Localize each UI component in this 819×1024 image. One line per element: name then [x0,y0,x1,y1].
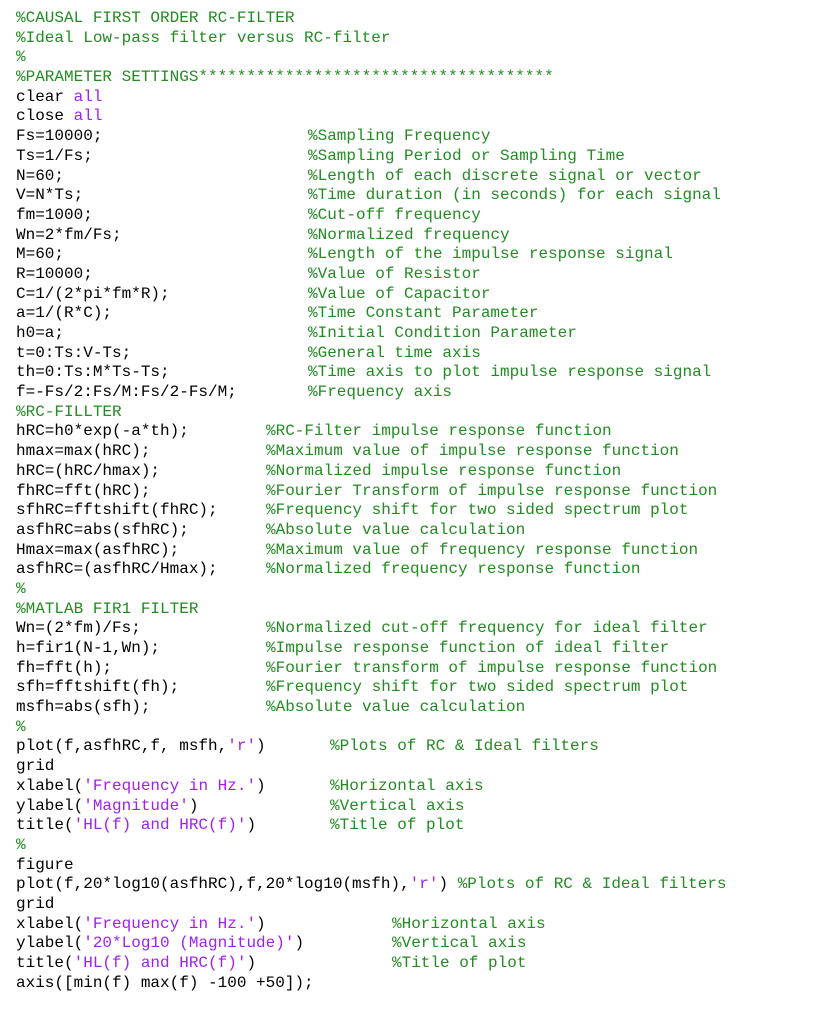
code-comment: %Title of plot [392,954,527,972]
code-string: 'r' [409,875,439,894]
code-line [16,974,816,994]
code-comment: %RC-FILLTER [16,402,122,421]
code-comment: %Length of each discrete signal or vector [308,166,702,185]
code-line [16,363,816,383]
code-text: ) [256,776,266,795]
code-text: sfh=fftshift(fh); [16,678,180,697]
code-text: Wn=(2*fm)/Fs; [16,619,141,638]
code-text: ) [256,737,266,756]
code-line [16,226,816,246]
code-line [16,541,816,561]
code-comment: %Horizontal axis [392,914,546,933]
code-text: clear [16,87,74,106]
code-comment: %Time duration (in seconds) for each signal [308,186,721,205]
code-comment: %Maximum value of impulse response function [266,442,679,461]
code-text: grid [16,757,55,776]
code-line [16,422,816,442]
code-text: ) [246,816,257,835]
code-comment: %Vertical axis [392,934,527,953]
code-line [16,383,816,403]
code-comment: %Absolute value calculation [266,698,526,717]
code-text: ) [438,875,458,894]
code-text: Ts=1/Fs; [16,146,93,165]
code-line [16,639,816,659]
code-line [16,501,816,521]
code-line [16,265,816,285]
code-line [16,304,816,324]
code-line [16,442,816,462]
code-text: h=fir1(N-1,Wn); [16,639,161,657]
code-comment: %Cut-off frequency [308,205,481,224]
code-line [16,285,816,305]
code-line [16,68,816,88]
code-line [16,560,816,580]
code-string: all [73,107,103,126]
code-line [16,127,816,147]
code-string: 'r' [227,737,257,756]
code-text: plot(f,20*log10(asfhRC),f,20*log10(msfh), [16,875,410,894]
code-text: sfhRC=fftshift(fhRC); [16,501,218,520]
code-text: ) [188,796,199,815]
code-comment: %Sampling Period or Sampling Time [308,146,625,165]
code-comment: %MATLAB FIR1 FILTER [16,599,199,618]
code-comment: %Ideal Low-pass filter versus RC-filter [16,28,391,47]
code-text: ) [294,934,305,953]
code-text: fhRC=fft(hRC); [16,481,151,500]
code-line [16,600,816,620]
code-line [16,797,816,817]
code-text: hRC=(hRC/hmax); [16,461,161,480]
code-text: M=60; [16,245,65,264]
code-text: Hmax=max(asfhRC); [16,540,180,559]
code-line [16,698,816,718]
code-text: close [16,107,74,126]
code-text: f=-Fs/2:Fs/M:Fs/2-Fs/M; [16,383,237,402]
code-text: a=1/(R*C); [16,304,113,323]
code-text: Wn=2*fm/Fs; [16,225,122,244]
code-line [16,403,816,423]
code-text: plot(f,asfhRC,f, msfh, [16,737,228,756]
code-text: ) [256,914,266,933]
code-text: fh=fft(h); [16,658,113,677]
code-line [16,619,816,639]
code-text: V=N*Ts; [16,186,84,205]
code-line [16,895,816,915]
code-comment: %Normalized impulse response function [266,461,622,480]
code-line [16,718,816,738]
code-text: msfh=abs(sfh); [16,698,151,717]
code-comment: % [16,579,26,598]
code-text: title( [16,954,74,972]
code-comment: % [16,835,26,854]
code-comment: %Time axis to plot impulse response signal [308,363,712,382]
code-text: Fs=10000; [16,127,103,146]
code-string: 'Frequency in Hz.' [83,776,257,795]
code-text: xlabel( [16,914,84,933]
code-text: title( [16,816,74,835]
code-text: asfhRC=(asfhRC/Hmax); [16,560,218,579]
code-line [16,245,816,265]
code-line [16,757,816,777]
code-comment: %Fourier transform of impulse response function [266,658,718,677]
code-line [16,344,816,364]
code-line [16,934,816,954]
code-text: t=0:Ts:V-Ts; [16,343,132,362]
code-text: ylabel( [16,934,84,953]
code-text: h0=a; [16,324,65,342]
code-string: 'HL(f) and HRC(f)' [73,954,247,972]
code-comment: %Horizontal axis [330,776,484,795]
code-line [16,147,816,167]
code-comment: %Fourier Transform of impulse response function [266,481,718,500]
code-line [16,777,816,797]
code-comment: %Value of Capacitor [308,284,491,303]
code-line [16,206,816,226]
code-comment: %Title of plot [330,816,465,835]
code-line [16,521,816,541]
code-comment: %General time axis [308,343,481,362]
code-line [16,88,816,108]
code-text: ylabel( [16,796,84,815]
code-string: 'HL(f) and HRC(f)' [73,816,247,835]
code-line [16,915,816,935]
code-comment: %Frequency axis [308,383,453,402]
code-string: 'Magnitude' [83,796,189,815]
code-comment: %Plots of RC & Ideal filters [330,737,599,756]
code-line [16,186,816,206]
code-text: hRC=h0*exp(-a*th); [16,422,189,441]
code-comment: %Normalized frequency [308,225,510,244]
code-comment: %RC-Filter impulse response function [266,422,612,441]
code-text: xlabel( [16,776,84,795]
code-comment: %Absolute value calculation [266,520,526,539]
code-comment: %Vertical axis [330,796,465,815]
code-line [16,737,816,757]
code-line [16,659,816,679]
code-line [16,678,816,698]
code-line [16,836,816,856]
code-comment: %Initial Condition Parameter [308,324,577,342]
code-text: C=1/(2*pi*fm*R); [16,284,170,303]
code-comment: %Sampling Frequency [308,127,491,146]
code-text: axis([min(f) max(f) -100 +50]); [16,973,314,992]
code-text: N=60; [16,166,65,185]
code-line [16,875,816,895]
code-line [16,324,816,344]
code-comment: % [16,48,26,67]
code-comment: %Value of Resistor [308,264,481,283]
code-line [16,107,816,127]
code-text: ) [246,954,257,972]
code-comment: %Normalized cut-off frequency for ideal filter [266,619,708,638]
code-text: fm=1000; [16,205,93,224]
code-text: th=0:Ts:M*Ts-Ts; [16,363,170,382]
code-line [16,954,816,974]
code-string: all [73,87,103,106]
code-line [16,816,816,836]
code-line [16,462,816,482]
code-text: grid [16,894,55,913]
code-comment: %PARAMETER SETTINGS************************************* [16,68,554,87]
code-comment: %Length of the impulse response signal [308,245,673,264]
code-text: figure [16,855,74,874]
code-comment: %Frequency shift for two sided spectrum plot [266,501,689,520]
code-line [16,856,816,876]
code-comment: % [16,717,26,736]
code-listing [16,9,816,993]
code-line [16,482,816,502]
code-comment: %Time Constant Parameter [308,304,539,323]
code-line [16,48,816,68]
code-string: '20*Log10 (Magnitude)' [83,934,295,953]
code-line [16,9,816,29]
code-comment: %Maximum value of frequency response function [266,540,699,559]
code-text: hmax=max(hRC); [16,442,151,461]
code-line [16,167,816,187]
code-string: 'Frequency in Hz.' [83,914,257,933]
code-comment: %Impulse response function of ideal filter [266,639,670,657]
code-comment: %Normalized frequency response function [266,560,641,579]
code-text: asfhRC=abs(sfhRC); [16,520,189,539]
code-line [16,580,816,600]
code-comment: %Plots of RC & Ideal filters [457,875,727,894]
code-comment: %Frequency shift for two sided spectrum plot [266,678,689,697]
code-line [16,29,816,49]
code-comment: %CAUSAL FIRST ORDER RC-FILTER [16,9,295,27]
code-text: R=10000; [16,264,93,283]
